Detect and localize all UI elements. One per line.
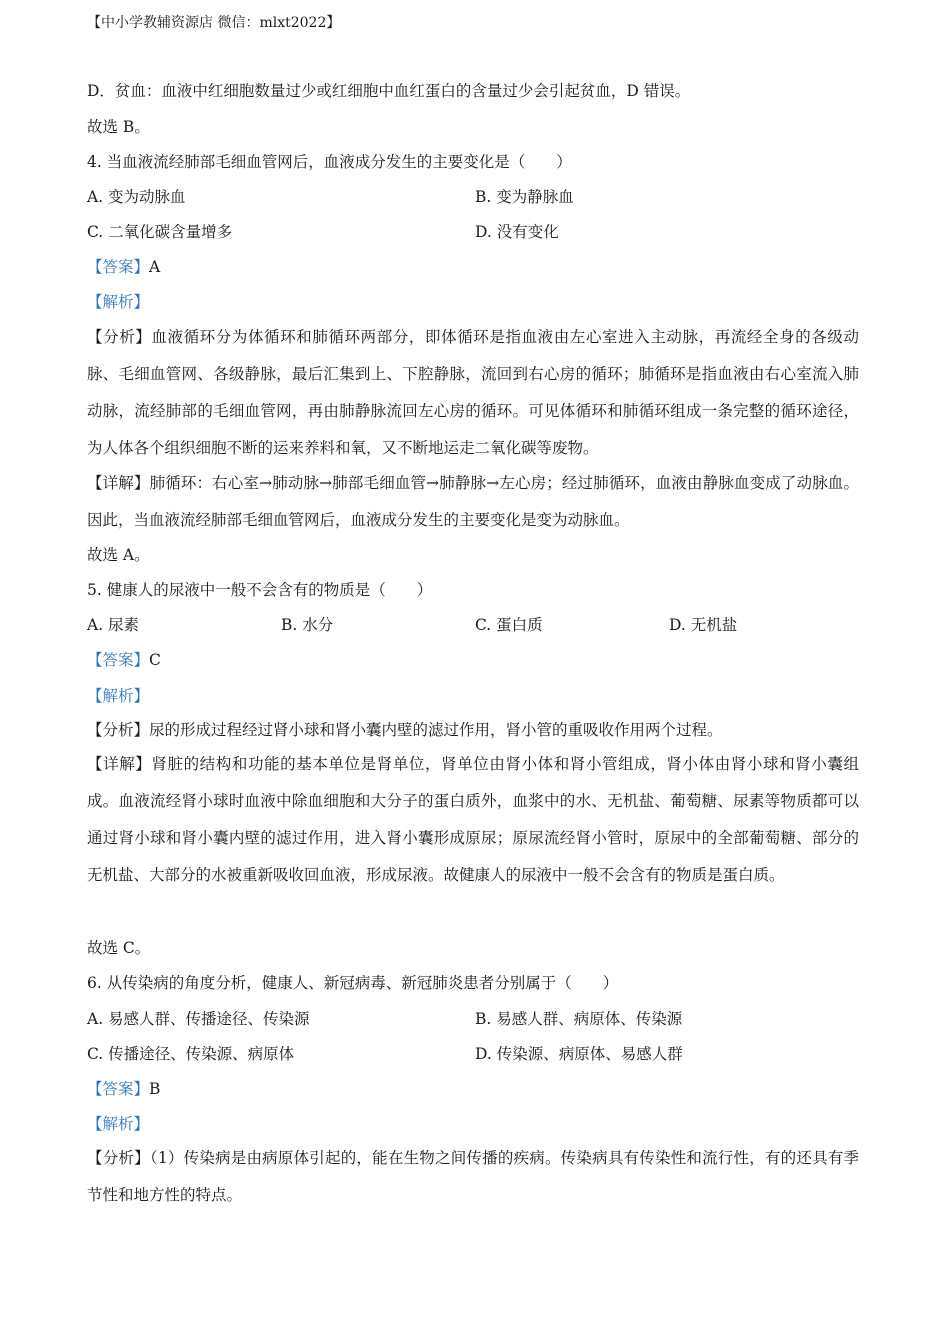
- q5-analysis-tag: 【解析】: [87, 687, 150, 705]
- q4-stem: 4. 当血液流经肺部毛细血管网后，血液成分发生的主要变化是（ ）: [87, 153, 572, 171]
- q4-conclusion: 故选 A。: [87, 546, 150, 564]
- q6-stem: 6. 从传染病的角度分析，健康人、新冠病毒、新冠肺炎患者分别属于（ ）: [87, 974, 619, 992]
- page-header: 【中小学教辅资源店 微信：mlxt2022】: [87, 15, 341, 31]
- q5-stem: 5. 健康人的尿液中一般不会含有的物质是（ ）: [87, 581, 433, 599]
- q5-answer-tag: 【答案】: [87, 651, 150, 669]
- prev-conclusion: 故选 B。: [87, 118, 150, 136]
- q6-fenxi: [87, 1140, 859, 1214]
- prev-option-d-explanation: D．贫血：血液中红细胞数量过少或红细胞中血红蛋白的含量过少会引起贫血，D 错误。: [87, 82, 691, 100]
- q5-fenxi-text: 尿的形成过程经过肾小球和肾小囊内壁的滤过作用，肾小管的重吸收作用两个过程。: [149, 721, 723, 739]
- q5-conclusion: 故选 C。: [87, 939, 151, 957]
- q4-xiangjie-text: 肺循环：右心室→肺动脉→肺部毛细血管→肺静脉→左心房；经过肺循环，血液由静脉血变成了动脉血。因此，当血液流经肺部毛细血管网后，血液成分发生的主要变化是变为动脉血。: [87, 474, 859, 529]
- q4-answer-tag: 【答案】: [87, 258, 150, 276]
- q6-analysis-heading: [87, 1113, 149, 1135]
- q6-fenxi-text: （1）传染病是由病原体引起的，能在生物之间传播的疾病。传染病具有传染性和流行性，有的还具有季节性和地方性的特点。: [87, 1149, 859, 1204]
- q4-analysis-tag: 【解析】: [87, 293, 150, 311]
- q4-option-a: A. 变为动脉血: [87, 188, 186, 206]
- q5-answer: [87, 649, 161, 671]
- q5-xiangjie-tag: 【详解】: [87, 755, 152, 773]
- q5-option-c: C. 蛋白质: [475, 616, 543, 634]
- q4-fenxi: [87, 319, 859, 467]
- q6-answer-tag: 【答案】: [87, 1080, 150, 1098]
- q5-xiangjie-text: 肾脏的结构和功能的基本单位是肾单位，肾单位由肾小体和肾小管组成，肾小体由肾小球和肾小囊组成。血液流经肾小球时血液中除血细胞和大分子的蛋白质外，血浆中的水、无机盐、葡萄糖、尿素等物质都可以通过肾小球和肾小囊内壁的滤过作用，进入肾小囊形成原尿；原尿流经肾小管时，原尿中的全部葡萄糖、部分的无机盐、大部分的水被重新吸收回血液，形成尿液。故健康人的尿液中一般不会含有的物质是蛋白质。: [87, 755, 859, 884]
- q5-option-d: D. 无机盐: [669, 616, 738, 634]
- q4-option-c: C. 二氧化碳含量增多: [87, 223, 233, 241]
- q5-fenxi-tag: 【分析】: [87, 721, 150, 739]
- q4-xiangjie: [87, 465, 859, 539]
- q5-fenxi: [87, 719, 723, 741]
- q4-fenxi-tag: 【分析】: [87, 328, 152, 346]
- q4-fenxi-text: 血液循环分为体循环和肺循环两部分，即体循环是指血液由左心室进入主动脉，再流经全身的各级动脉、毛细血管网、各级静脉，最后汇集到上、下腔静脉，流回到右心房的循环；肺循环是指血液由右心室流入肺动脉，流经肺部的毛细血管网，再由肺静脉流回左心房的循环。可见体循环和肺循环组成一条完整的循环途径，为人体各个组织细胞不断的运来养料和氧，又不断地运走二氧化碳等废物。: [87, 328, 859, 457]
- q6-analysis-tag: 【解析】: [87, 1115, 150, 1133]
- q4-option-b: B. 变为静脉血: [475, 188, 574, 206]
- q5-analysis-heading: [87, 685, 149, 707]
- q6-option-a: A. 易感人群、传播途径、传染源: [87, 1010, 310, 1028]
- q4-analysis-heading: [87, 291, 149, 313]
- q4-xiangjie-tag: 【详解】: [87, 474, 150, 492]
- q6-option-c: C. 传播途径、传染源、病原体: [87, 1045, 295, 1063]
- q6-option-d: D. 传染源、病原体、易感人群: [475, 1045, 683, 1063]
- q5-option-a: A. 尿素: [87, 616, 140, 634]
- q4-answer-value: A: [149, 258, 161, 276]
- q6-option-b: B. 易感人群、病原体、传染源: [475, 1010, 683, 1028]
- q6-answer-value: B: [149, 1080, 161, 1098]
- q4-option-d: D. 没有变化: [475, 223, 559, 241]
- q6-fenxi-tag: 【分析】: [87, 1149, 150, 1167]
- q4-answer: [87, 256, 160, 278]
- q5-answer-value: C: [149, 651, 161, 669]
- q6-answer: [87, 1078, 160, 1100]
- q5-option-b: B. 水分: [281, 616, 334, 634]
- q5-xiangjie: [87, 746, 859, 894]
